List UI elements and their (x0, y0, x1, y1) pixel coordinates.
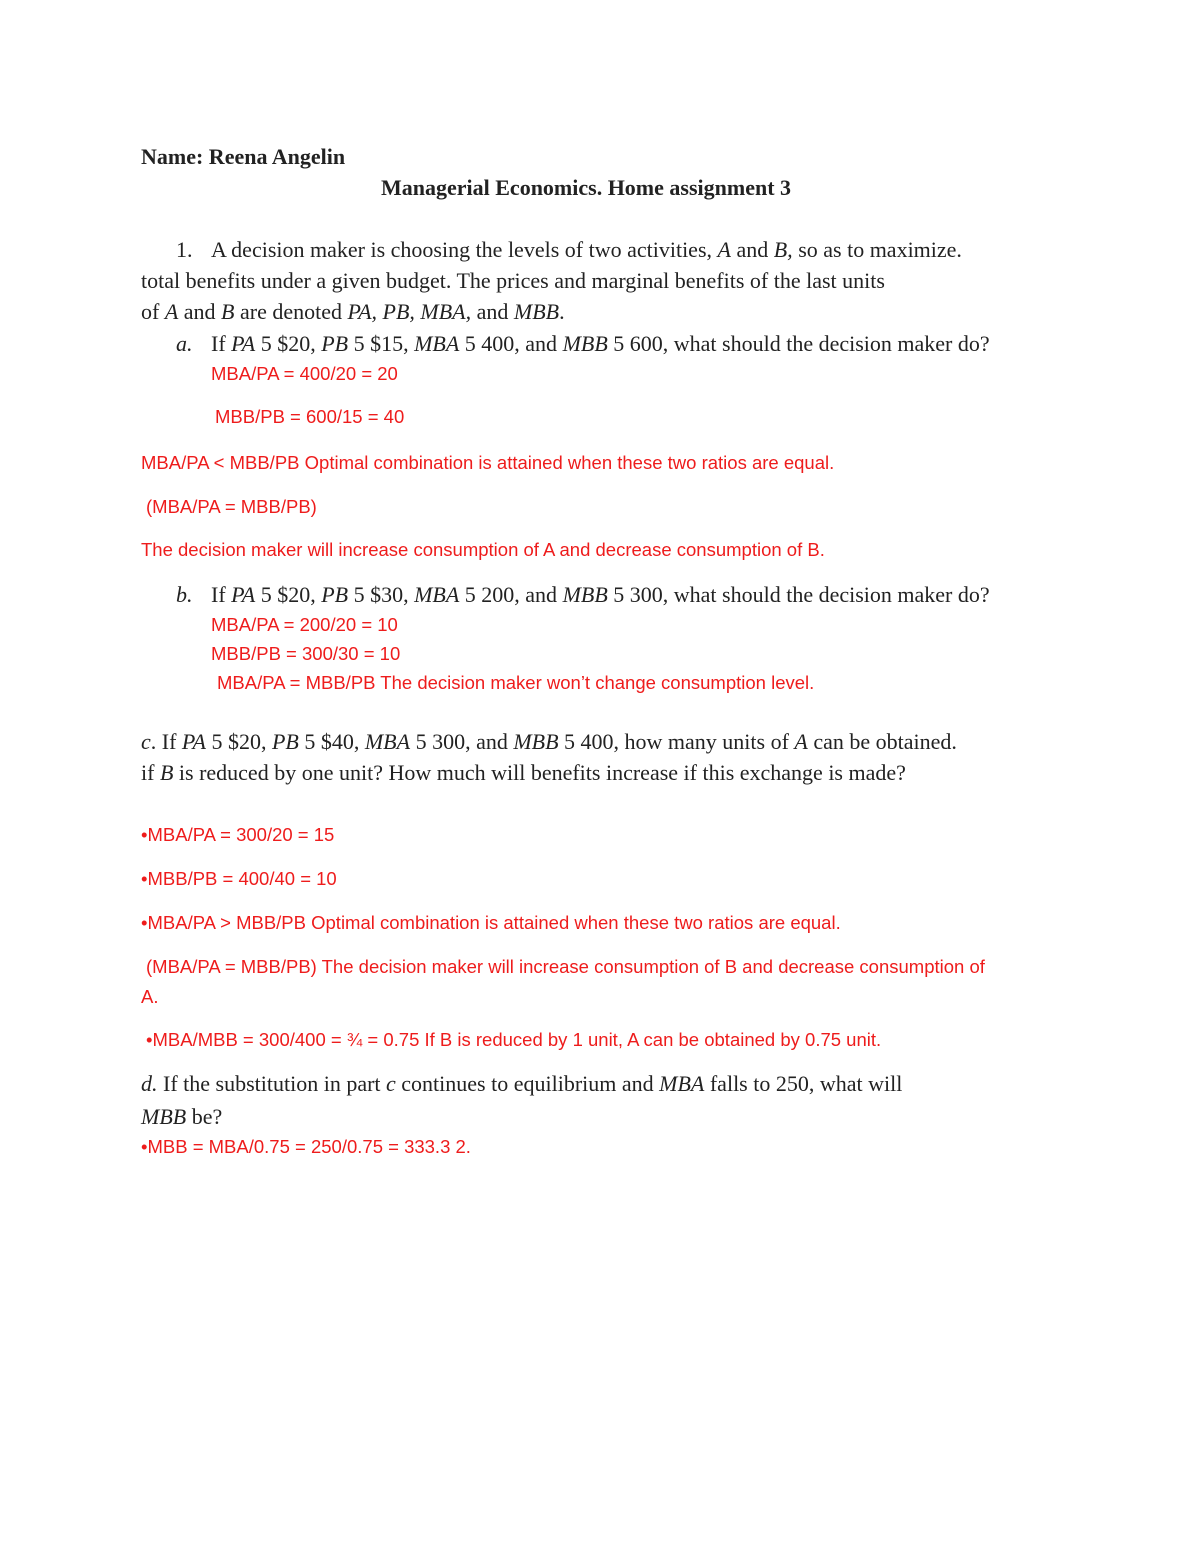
part-a-answer-3: MBA/PA < MBB/PB Optimal combination is attained when these two ratios are equal. (141, 452, 835, 473)
part-c-answer-1: •MBA/PA = 300/20 = 15 (141, 824, 335, 845)
page-title: Managerial Economics. Home assignment 3 (381, 175, 792, 200)
part-c-answer-3: •MBA/PA > MBB/PB Optimal combination is attained when these two ratios are equal. (141, 912, 841, 933)
part-c-answer-2: •MBB/PB = 400/40 = 10 (141, 868, 337, 889)
part-b-answer-1: MBA/PA = 200/20 = 10 (211, 614, 398, 635)
part-c-question-1: c. If PA 5 $20, PB 5 $40, MBA 5 300, and MBB 5 400, how many units of A can be obtained. (141, 729, 957, 754)
part-a-label: a. (176, 331, 193, 356)
part-a-answer-4: (MBA/PA = MBB/PB) (146, 496, 317, 517)
part-c-answer-4: (MBA/PA = MBB/PB) The decision maker will increase consumption of B and decrease consumption of (146, 956, 985, 977)
part-c-question-2: if B is reduced by one unit? How much will benefits increase if this exchange is made? (141, 760, 906, 785)
question-line-1: A decision maker is choosing the levels of two activities, A and B, so as to maximize. (211, 237, 962, 262)
part-d-question-1: d. If the substitution in part c continues to equilibrium and MBA falls to 250, what will (141, 1071, 903, 1096)
part-a-question: If PA 5 $20, PB 5 $15, MBA 5 400, and MBB 5 600, what should the decision maker do? (211, 331, 990, 356)
part-a-answer-1: MBA/PA = 400/20 = 20 (211, 363, 398, 384)
part-a-answer-5: The decision maker will increase consumption of A and decrease consumption of B. (141, 539, 825, 560)
student-name: Name: Reena Angelin (141, 144, 346, 169)
part-b-question: If PA 5 $20, PB 5 $30, MBA 5 200, and MBB 5 300, what should the decision maker do? (211, 582, 990, 607)
part-d-answer-1: •MBB = MBA/0.75 = 250/0.75 = 333.3 2. (141, 1136, 471, 1157)
part-b-answer-2: MBB/PB = 300/30 = 10 (211, 643, 401, 664)
part-c-answer-5: •MBA/MBB = 300/400 = ¾ = 0.75 If B is reduced by 1 unit, A can be obtained by 0.75 unit. (146, 1029, 882, 1050)
part-a-answer-2: MBB/PB = 600/15 = 40 (215, 406, 405, 427)
part-c-answer-4-continued: A. (141, 986, 159, 1007)
part-b-answer-3: MBA/PA = MBB/PB The decision maker won’t change consumption level. (217, 672, 815, 693)
question-number: 1. (176, 237, 193, 262)
part-b-label: b. (176, 582, 193, 607)
part-d-question-2: MBB be? (141, 1104, 223, 1129)
question-line-3: of A and B are denoted PA, PB, MBA, and MBB. (141, 299, 565, 324)
question-line-2: total benefits under a given budget. The prices and marginal benefits of the last units (141, 268, 885, 293)
